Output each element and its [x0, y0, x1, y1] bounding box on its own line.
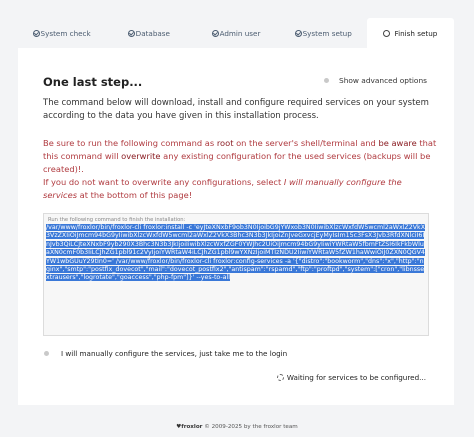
tab-label: System check: [40, 28, 91, 38]
manual-configure-option[interactable]: [44, 349, 287, 358]
check-circle-icon: [295, 30, 302, 37]
aware-emphasis: be aware: [378, 138, 417, 148]
finish-setup-card: [18, 48, 454, 405]
tab-label: Database: [135, 28, 170, 38]
tab-system-check[interactable]: [18, 18, 105, 48]
check-circle-icon: [212, 30, 219, 37]
manual-configure-label: I will manually configure the services, just take me to the login: [61, 349, 288, 358]
manual-reference: I will manually configure the services: [43, 177, 402, 200]
footer: [0, 424, 474, 430]
selected-command-text[interactable]: /var/www/froxlor/bin/froxlor-cli froxlor:install -c 'eyJteXNxbF9ob3N0IjoibG9jYWxob3N0IiwibXlzcWxfdW5wcml2aWxlZ2VkX3VzZXIiOiJmcm94bG9yIiwibXlzcWxfdW5wcml2aWxlZ2VkX3Bhc3N3b3JkIjoiZnJveGxvcjEyMyIsIm15c3FsX3Jvb3RfdXNlciI6InJvb3QiLCJteXNxbF9yb290X3Bhc3N3b3JkIjoiIiwibXlzcWxfZGF0YWJhc2UiOiJmcm94bG9yIiwiYWRtaW5fbmFtZSI6IkFkbWluaXN0cmF0b3IiLCJhZG1pbl91c2VyIjoiYWRtaW4iLCJhZG1pbl9wYXNzIjoiMTIzNDU2IiwiYWRtaW5fZW1haWwiOiJ0ZXN0QGV4YW1wbGUuY29tIn0=' /var/www/froxlor/bin/froxlor-cli froxlor:config-services -a '{"distro":"bookworm","dns":"x","http":"nginx","smtp":"postfix_dovecot","mail":"dovecot_postfix2","antispam":"rspamd","ftp":"proftpd","system":["cron","libnssextrausers","logrotate","goaccess","php-fpm"]}' --yes-to-all: [46, 224, 426, 282]
tab-system-setup[interactable]: [280, 18, 367, 48]
tab-database[interactable]: [105, 18, 192, 48]
copyright-text: © 2009-2025 by the froxlor team: [204, 424, 298, 430]
tab-admin-user[interactable]: [192, 18, 279, 48]
spinner-icon: [277, 374, 284, 381]
waiting-status: [277, 373, 426, 382]
toggle-indicator[interactable]: [324, 78, 329, 83]
install-command[interactable]: [46, 224, 427, 283]
tab-label: Finish setup: [394, 28, 438, 38]
froxlor-logo: ♥froxlor: [176, 424, 203, 430]
page-title: One last step...: [43, 75, 143, 89]
check-circle-icon: [128, 30, 135, 37]
intro-text: The command below will download, install and configure required services on your system according to the data you have given in this installation process.: [43, 98, 429, 121]
setup-steps: [18, 18, 454, 48]
tab-label: Admin user: [219, 28, 261, 38]
warning-text: Be sure to run the following command as root on the server's shell/terminal and be aware that this command will overwrite any existing configuration for the used services (backups will be created)!. If you do not want to overwrite any configurations, select I will manually configure the services at the bottom of this page!: [43, 138, 437, 200]
tab-label: System setup: [302, 28, 352, 38]
command-hint: Run the following command to finish the installation:: [48, 217, 186, 223]
root-emphasis: root: [216, 138, 234, 148]
waiting-label: Waiting for services to be configured...: [286, 373, 426, 382]
advanced-options-label: Show advanced options: [339, 76, 427, 85]
check-circle-icon: [33, 30, 40, 37]
advanced-options-toggle[interactable]: [324, 76, 427, 85]
overwrite-emphasis: overwrite: [121, 151, 161, 161]
manual-configure-toggle[interactable]: [44, 351, 49, 356]
command-textarea[interactable]: [43, 213, 429, 336]
tab-finish-setup[interactable]: [367, 18, 454, 48]
circle-icon: [383, 30, 390, 37]
